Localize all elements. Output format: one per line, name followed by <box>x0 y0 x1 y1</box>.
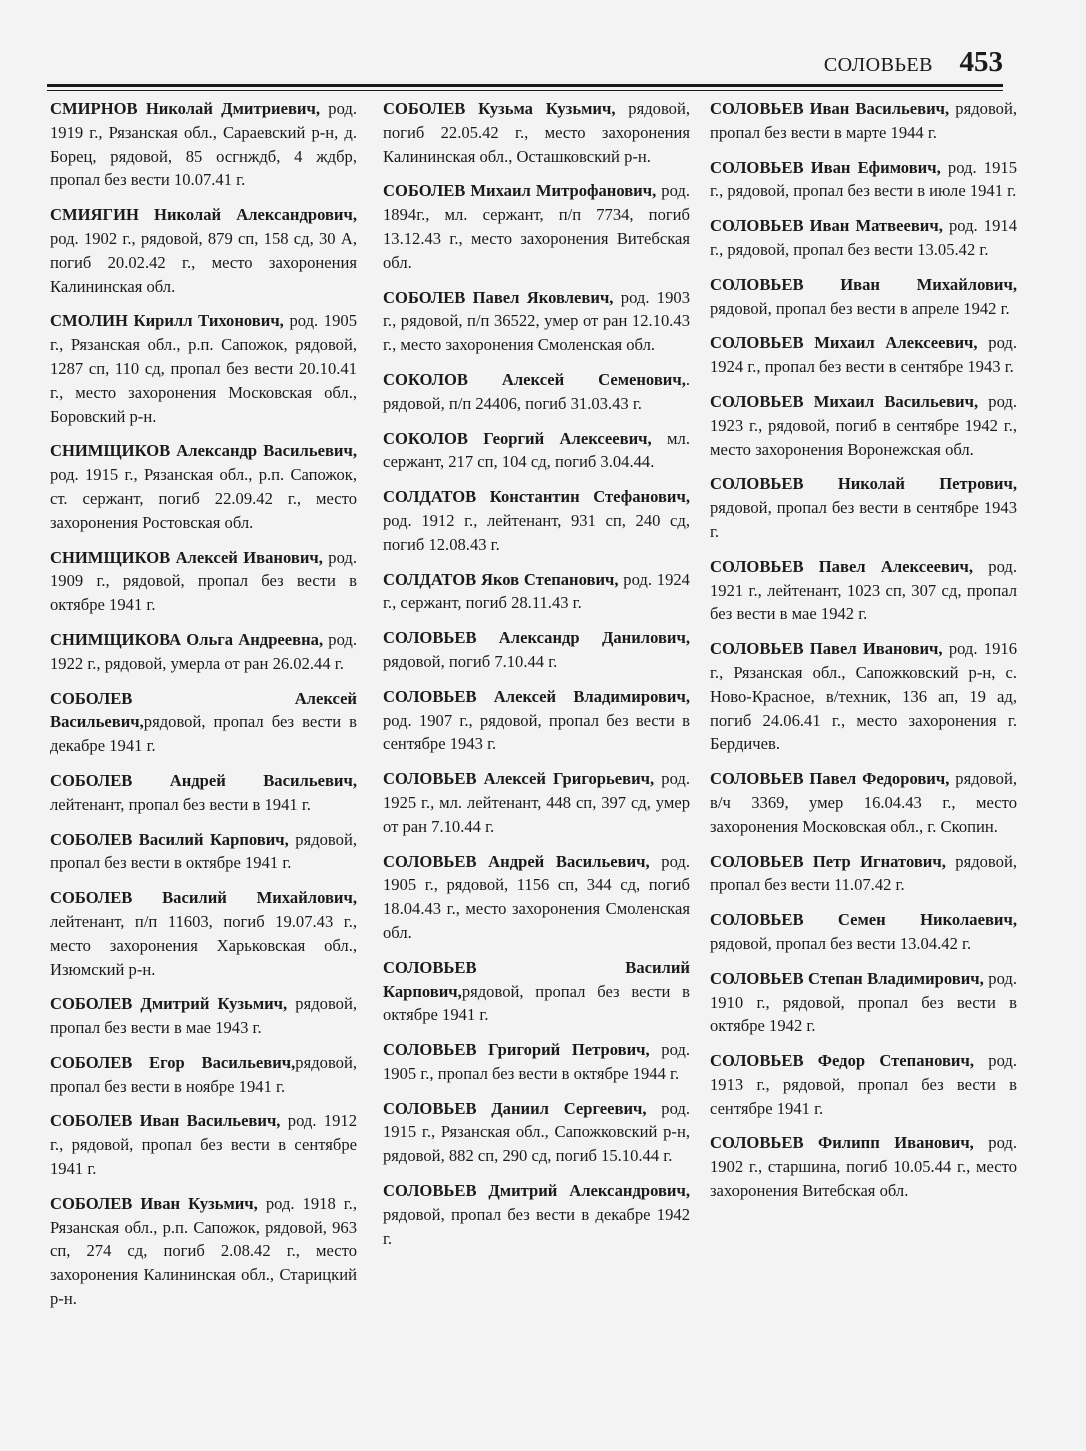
entry-name: СОЛОВЬЕВ Иван Матвеевич, <box>710 216 943 236</box>
entry <box>50 886 357 981</box>
entry-name: СОБОЛЕВ Андрей Васильевич, <box>50 770 357 790</box>
entry-name: СОЛОВЬЕВ Иван Михайлович, <box>710 274 1017 294</box>
entry-details: род. 1907 г., рядовой, пропал без вести в сентябре 1943 г. <box>383 710 690 754</box>
entry-name: СОКОЛОВ Георгий Алексеевич, <box>383 428 652 448</box>
entry-details: рядовой, пропал без вести в октябре 1941 г. <box>50 829 357 873</box>
entry-name: СОБОЛЕВ Кузьма Кузьмич, <box>383 99 616 118</box>
entry-name: СОЛОВЬЕВ Григорий Петрович, <box>383 1040 650 1060</box>
entry <box>50 687 357 758</box>
entry-name: СОБОЛЕВ Иван Васильевич, <box>50 1111 281 1131</box>
entry <box>50 769 357 817</box>
entry <box>710 555 1017 626</box>
entry-name: СНИМЩИКОВ Алексей Иванович, <box>50 547 323 567</box>
entry-name: СОЛДАТОВ Яков Степанович, <box>383 569 619 589</box>
entry-name: СОБОЛЕВ Егор Васильевич, <box>50 1052 296 1072</box>
entry-details: рядовой, пропал без вести в ноябре 1941 г. <box>50 1052 357 1096</box>
entry-details: род. 1918 г., Рязанская обл., р.п. Сапожок, рядовой, 963 сп, 274 сд, погиб 2.08.42 г., место захоронения Калининская обл., Старицкий р-н. <box>50 1193 357 1309</box>
entry <box>383 956 690 1027</box>
entry-name: СОЛОВЬЕВ Семен Николаевич, <box>710 910 1017 930</box>
column-1 <box>50 97 357 1322</box>
entry <box>50 992 357 1040</box>
entry-details: рядовой, пропал без вести в декабре 1942 г. <box>383 1204 690 1248</box>
entry-name: СОЛОВЬЕВ Павел Федорович, <box>710 769 950 789</box>
entry-name: СОЛОВЬЕВ Петр Игнатович, <box>710 851 946 871</box>
entry-details: род. 1910 г., рядовой, пропал без вести в октябре 1942 г. <box>710 968 1018 1036</box>
entry-details: род. 1905 г., Рязанская обл., р.п. Сапожок, рядовой, 1287 сп, 110 сд, пропал без вести 20.10.41 г., место захоронения Московская обл., Боровский р-н. <box>50 311 357 426</box>
entry-name: СОЛДАТОВ Константин Стефанович, <box>383 487 690 507</box>
entry-details: род. 1923 г., рядовой, погиб в сентябре 1942 г., место захоронения Воронежская обл. <box>710 391 1017 459</box>
entry <box>710 472 1017 543</box>
entry-name: СМИРНОВ Николай Дмитриевич, <box>50 99 321 118</box>
entry-details: рядовой, пропал без вести в сентябре 1943 г. <box>710 498 1017 541</box>
entry-details: рядовой, пропал без вести в апреле 1942 г. <box>710 298 1010 318</box>
entry-details: род. 1915 г., Рязанская обл., р.п. Сапожок, ст. сержант, погиб 22.09.42 г., место захоронения Ростовская обл. <box>50 465 357 532</box>
entry <box>710 908 1017 956</box>
entry <box>383 427 690 475</box>
entry <box>710 1049 1017 1120</box>
entry <box>50 97 357 192</box>
entry-details: лейтенант, пропал без вести в 1941 г. <box>50 794 311 814</box>
entry-details: рядовой, погиб 7.10.44 г. <box>383 651 558 671</box>
entry-name: СОБОЛЕВ Дмитрий Кузьмич, <box>50 994 288 1014</box>
entry <box>710 390 1017 461</box>
entry <box>710 637 1017 756</box>
entry <box>383 368 690 416</box>
entry-details: род. 1912 г., рядовой, пропал без вести в сентябре 1941 г. <box>50 1111 357 1179</box>
entry-name: СОБОЛЕВ Василий Михайлович, <box>50 888 357 908</box>
column-3 <box>710 97 1017 1214</box>
entry <box>710 1131 1017 1202</box>
entry-details: род. 1922 г., рядовой, умерла от ран 26.02.44 г. <box>50 629 358 673</box>
entry-details: род. 1902 г., старшина, погиб 10.05.44 г., место захоронения Витебская обл. <box>710 1133 1017 1201</box>
entry-details: рядовой, пропал без вести 13.04.42 г. <box>710 933 972 953</box>
entry <box>50 828 357 876</box>
entry-name: СОЛОВЬЕВ Алексей Григорьевич, <box>383 769 655 789</box>
entry-details: род. 1912 г., лейтенант, 931 сп, 240 сд, погиб 12.08.43 г. <box>383 510 690 554</box>
entry <box>383 850 690 945</box>
entry-details: лейтенант, п/п 11603, погиб 19.07.43 г., место захоронения Харьковская обл., Изюмский р-н. <box>50 911 357 979</box>
entry-name: СНИМЩИКОВ Александр Васильевич, <box>50 441 357 461</box>
entry-name: СОЛОВЬЕВ Александр Данилович, <box>383 628 690 648</box>
entry <box>383 179 690 274</box>
entry-details: мл. сержант, 217 сп, 104 сд, погиб 3.04.44. <box>383 428 690 472</box>
entry-name: СОБОЛЕВ Михаил Митрофанович, <box>383 181 657 201</box>
page-number: 453 <box>959 46 1003 78</box>
entry <box>383 97 690 168</box>
entry <box>383 1038 690 1086</box>
entry <box>710 967 1017 1038</box>
entry-details: род. 1915 г., рядовой, пропал без вести в июле 1941 г. <box>710 157 1017 201</box>
entry-name: СОЛОВЬЕВ Филипп Иванович, <box>710 1133 974 1153</box>
header-rule-thin <box>47 90 1003 91</box>
entry-name: СОБОЛЕВ Иван Кузьмич, <box>50 1193 258 1213</box>
entry-details: род. 1905 г., пропал без вести в октябре 1944 г. <box>383 1040 690 1083</box>
entry-name: СОЛОВЬЕВ Василий Карпович, <box>383 957 690 1001</box>
entry <box>50 203 357 298</box>
entry-details: рядовой, пропал без вести в марте 1944 г. <box>710 99 1017 142</box>
entry-name: СМИЯГИН Николай Александрович, <box>50 205 357 225</box>
entry-details: рядовой, погиб 22.05.42 г., место захоронения Калининская обл., Осташковский р-н. <box>383 99 690 166</box>
entry <box>383 286 690 357</box>
entry <box>710 273 1017 321</box>
entry-details: род. 1925 г., мл. лейтенант, 448 сп, 397 сд, умер от ран 7.10.44 г. <box>383 769 690 836</box>
entry-name: СМОЛИН Кирилл Тихонович, <box>50 311 284 331</box>
entry-details: род. 1915 г., Рязанская обл., Сапожковский р-н, рядовой, 882 сп, 290 сд, погиб 15.10.44 г. <box>383 1098 690 1166</box>
entry-name: СОЛОВЬЕВ Иван Ефимович, <box>710 157 941 177</box>
entry-name: СОЛОВЬЕВ Павел Иванович, <box>710 639 943 659</box>
entry-details: род. 1909 г., рядовой, пропал без вести в октябре 1941 г. <box>50 547 358 615</box>
entry <box>50 1192 357 1311</box>
entry-name: СОБОЛЕВ Василий Карпович, <box>50 829 289 849</box>
entry <box>710 97 1017 145</box>
entry-details: род. 1905 г., рядовой, 1156 сп, 344 сд, погиб 18.04.43 г., место захоронения Смоленская обл. <box>383 851 691 942</box>
column-2 <box>383 97 690 1261</box>
entry-details: рядовой, пропал без вести в декабре 1941 г. <box>50 712 357 756</box>
entry-details: род. 1916 г., Рязанская обл., Сапожковский р-н, с. Ново-Красное, в/техник, 136 ап, 19 ад, погиб 24.06.41 г., место захоронения г. Бердичев. <box>710 639 1017 754</box>
entry-details: род. 1903 г., рядовой, п/п 36522, умер от ран 12.10.43 г., место захоронения Смоленская обл. <box>383 287 690 355</box>
header-rule-thick <box>47 84 1003 87</box>
entry <box>383 767 690 838</box>
entry-name: СОЛОВЬЕВ Павел Алексеевич, <box>710 556 974 576</box>
entry-name: СОЛОВЬЕВ Степан Владимирович, <box>710 968 984 988</box>
entry-name: СОКОЛОВ Алексей Семенович, <box>383 369 686 389</box>
entry-name: СОЛОВЬЕВ Дмитрий Александрович, <box>383 1181 690 1201</box>
header-rule <box>47 84 1003 91</box>
entry-details: рядовой, пропал без вести 11.07.42 г. <box>710 851 1017 895</box>
entry-name: СОЛОВЬЕВ Михаил Васильевич, <box>710 391 979 411</box>
entry <box>50 1109 357 1180</box>
entry-name: СОБОЛЕВ Алексей Васильевич, <box>50 688 357 732</box>
entry-name: СОЛОВЬЕВ Федор Степанович, <box>710 1051 974 1071</box>
entry-name: СОЛОВЬЕВ Михаил Алексеевич, <box>710 333 978 353</box>
entry-name: СОЛОВЬЕВ Алексей Владимирович, <box>383 686 690 706</box>
entry-name: СОЛОВЬЕВ Даниил Сергеевич, <box>383 1098 647 1118</box>
entry <box>50 309 357 428</box>
entry-details: род. 1921 г., лейтенант, 1023 сп, 307 сд, пропал без вести в мае 1942 г. <box>710 556 1018 624</box>
entry <box>383 485 690 556</box>
entry-name: СОБОЛЕВ Павел Яковлевич, <box>383 287 614 307</box>
entry-details: рядовой, в/ч 3369, умер 16.04.43 г., место захоронения Московская обл., г. Скопин. <box>710 769 1017 836</box>
entry <box>50 628 357 676</box>
entry-details: род. 1924 г., сержант, погиб 28.11.43 г. <box>383 569 690 613</box>
entry <box>50 439 357 534</box>
entry-name: СОЛОВЬЕВ Иван Васильевич, <box>710 99 950 118</box>
entry <box>710 214 1017 262</box>
entry <box>710 767 1017 838</box>
entry <box>383 685 690 756</box>
entry-details: . рядовой, п/п 24406, погиб 31.03.43 г. <box>383 369 690 413</box>
entry <box>383 626 690 674</box>
entry-details: рядовой, пропал без вести в мае 1943 г. <box>50 994 357 1038</box>
entry-details: род. 1924 г., пропал без вести в сентябре 1943 г. <box>710 333 1017 377</box>
entry <box>383 1097 690 1168</box>
running-head: СОЛОВЬЕВ <box>823 54 933 76</box>
page-header <box>47 44 1003 84</box>
entry-details: род. 1914 г., рядовой, пропал без вести 13.05.42 г. <box>710 216 1017 259</box>
entry-details: род. 1894г., мл. сержант, п/п 7734, погиб 13.12.43 г., место захоронения Витебская обл. <box>383 181 691 272</box>
entry-details: род. 1919 г., Рязанская обл., Сараевский р-н, д. Борец, рядовой, 85 осгнждб, 4 ждбр, пропал без вести 10.07.41 г. <box>50 99 358 190</box>
entry-details: рядовой, пропал без вести в октябре 1941 г. <box>383 981 690 1025</box>
entry <box>50 546 357 617</box>
entry-name: СНИМЩИКОВА Ольга Андреевна, <box>50 629 324 649</box>
entry-name: СОЛОВЬЕВ Николай Петрович, <box>710 474 1017 494</box>
entry <box>710 850 1017 898</box>
entry <box>383 568 690 616</box>
entry <box>710 156 1017 204</box>
entry-name: СОЛОВЬЕВ Андрей Васильевич, <box>383 851 650 871</box>
entry <box>50 1051 357 1099</box>
entry-details: род. 1913 г., рядовой, пропал без вести в сентябре 1941 г. <box>710 1051 1017 1118</box>
entry <box>383 1179 690 1250</box>
entry-details: род. 1902 г., рядовой, 879 сп, 158 сд, 30 А, погиб 20.02.42 г., место захоронения Калининская обл. <box>50 228 357 296</box>
entry <box>710 331 1017 379</box>
